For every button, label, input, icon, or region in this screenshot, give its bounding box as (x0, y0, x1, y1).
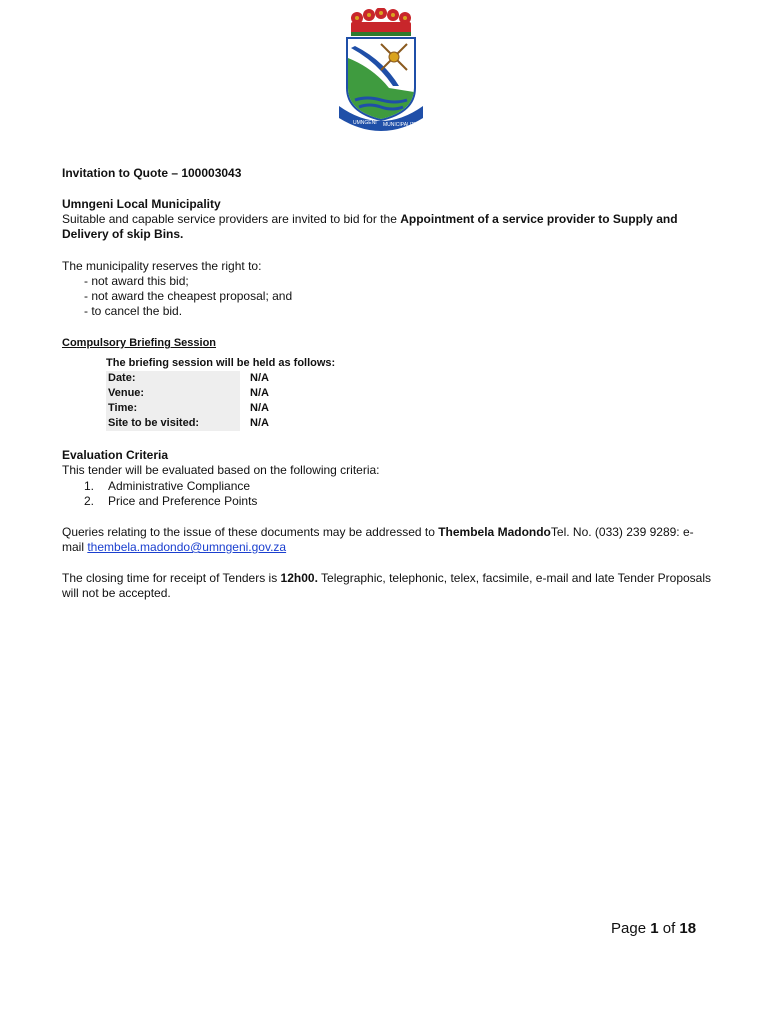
page-current: 1 (650, 920, 659, 937)
evaluation-item-text: Administrative Compliance (108, 479, 251, 493)
intro-bold-text: Appointment of a service provider to Supply and (400, 212, 678, 226)
closing-line-1 (62, 571, 711, 586)
crown-icon (351, 8, 411, 36)
briefing-value: N/A (250, 402, 269, 414)
mail-prefix: mail (62, 540, 88, 554)
evaluation-list (84, 479, 257, 509)
briefing-label: Date: (106, 371, 240, 386)
intro-plain-text: Suitable and capable service providers are invited to bid for the (62, 212, 401, 226)
briefing-heading: Compulsory Briefing Session (62, 337, 217, 349)
briefing-row (106, 401, 335, 416)
closing-line-2: will not be accepted. (62, 586, 171, 600)
briefing-row (106, 371, 335, 386)
reserve-item: - not award the cheapest proposal; and (84, 289, 293, 303)
briefing-value: N/A (250, 417, 269, 429)
intro-line-1 (62, 212, 678, 227)
evaluation-item-number: 2. (84, 494, 95, 508)
svg-text:UMNGENI: UMNGENI (353, 120, 377, 126)
page-number (611, 920, 696, 937)
contact-name: Thembela Madondo (438, 525, 551, 539)
evaluation-item (84, 479, 257, 494)
reserve-intro: The municipality reserves the right to: (62, 259, 262, 273)
briefing-label: Time: (106, 401, 240, 416)
svg-text:MUNICIPALITY: MUNICIPALITY (383, 122, 418, 128)
briefing-label: Site to be visited: (106, 416, 240, 431)
page-of: of (662, 920, 676, 937)
contact-email-link[interactable]: thembela.madondo@umngeni.gov.za (87, 540, 287, 554)
evaluation-item-number: 1. (84, 479, 95, 493)
closing-rest-text: Telegraphic, telephonic, telex, facsimile, e-mail and late Tender Proposals (317, 571, 712, 585)
page-total: 18 (679, 920, 697, 937)
queries-plain-text: Queries relating to the issue of these documents may be addressed to (62, 525, 439, 539)
briefing-intro: The briefing session will be held as follows: (106, 357, 336, 369)
queries-line-2 (62, 540, 286, 555)
page-word: Page (611, 920, 647, 937)
quote-title: Invitation to Quote – 100003043 (62, 166, 242, 180)
briefing-value: N/A (250, 387, 269, 399)
reserve-item: - not award this bid; (84, 274, 189, 288)
evaluation-intro: This tender will be evaluated based on the following criteria: (62, 463, 380, 477)
briefing-label: Venue: (106, 386, 240, 401)
reserve-item: - to cancel the bid. (84, 304, 183, 318)
evaluation-item-text: Price and Preference Points (108, 494, 258, 508)
municipal-crest-icon (333, 8, 429, 138)
evaluation-heading: Evaluation Criteria (62, 448, 169, 462)
closing-plain-text: The closing time for receipt of Tenders is (62, 571, 281, 585)
queries-line-1 (62, 525, 694, 540)
evaluation-item (84, 494, 257, 509)
contact-tel: Tel. No. (033) 239 9289: e- (550, 525, 694, 539)
briefing-row (106, 386, 335, 401)
intro-line-2: Delivery of skip Bins. (62, 227, 184, 241)
briefing-table (106, 356, 335, 431)
briefing-value: N/A (250, 372, 269, 384)
closing-time: 12h00. (280, 571, 318, 585)
briefing-row (106, 416, 335, 431)
organisation-name: Umngeni Local Municipality (62, 197, 221, 211)
